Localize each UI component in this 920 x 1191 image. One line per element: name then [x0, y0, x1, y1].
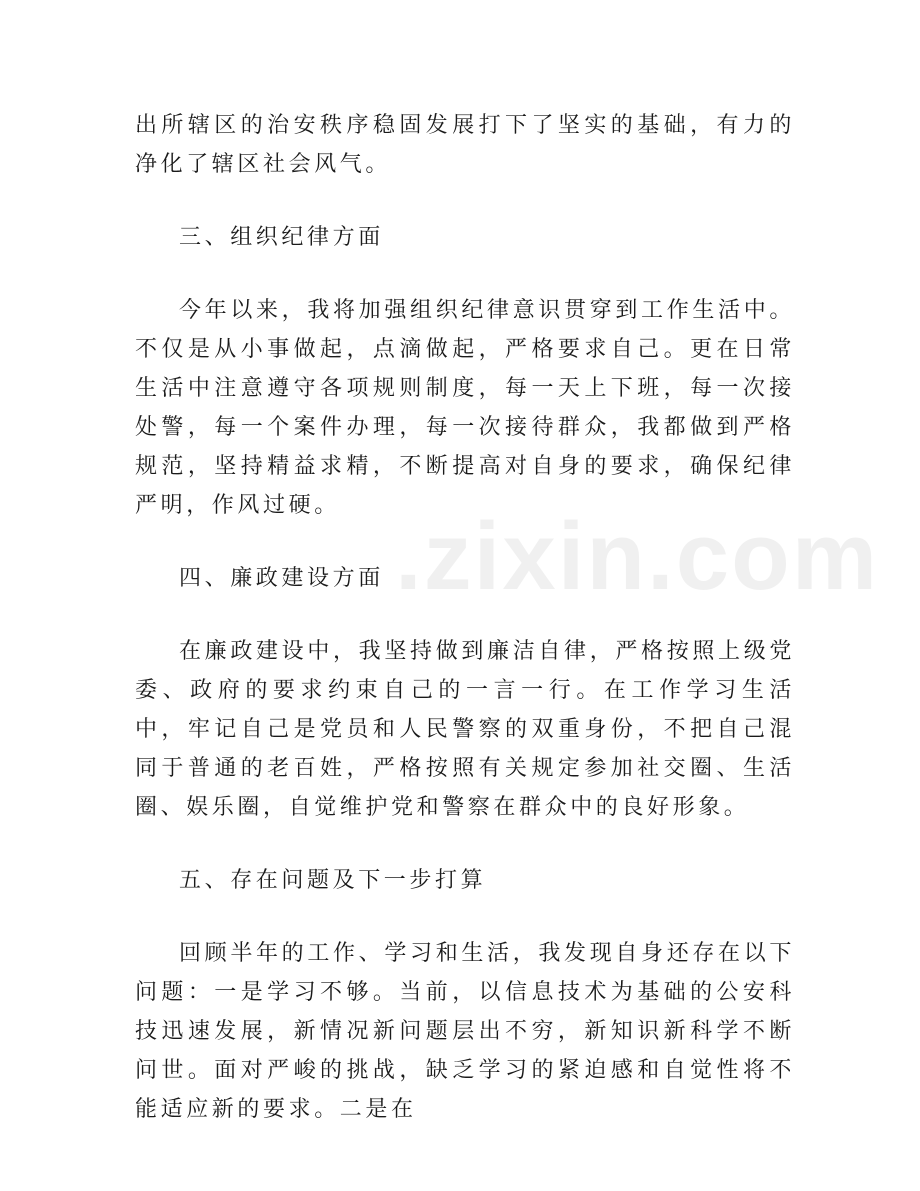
section-heading-organization-discipline: 三、组织纪律方面 [179, 225, 384, 250]
section-heading-integrity-building: 四、廉政建设方面 [179, 566, 384, 591]
paragraph-problems-and-plans: 回顾半年的工作、学习和生活，我发现自身还存在以下问题：一是学习不够。当前，以信息技术为基础的公安科技迅速发展，新情况新问题层出不穷，新知识新科学不断问世。面对严峻的挑战，缺乏学习的紧迫感和自觉性将不能适应新的要求。二是在 [135, 941, 795, 1122]
paragraph-integrity-building: 在廉政建设中，我坚持做到廉洁自律，严格按照上级党委、政府的要求约束自己的一言一行。在工作学习生活中，牢记自己是党员和人民警察的双重身份，不把自己混同于普通的老百姓，严格按照有关规定参加社交圈、生活圈、娱乐圈，自觉维护党和警察在群众中的良好形象。 [135, 639, 795, 820]
document-body [135, 106, 795, 1129]
watermark: .zixin.com [395, 503, 880, 610]
paragraph-organization-discipline: 今年以来，我将加强组织纪律意识贯穿到工作生活中。不仅是从小事做起，点滴做起，严格要求自己。更在日常生活中注意遵守各项规则制度，每一天上下班，每一次接处警，每一个案件办理，每一次接待群众，我都做到严格规范，坚持精益求精，不断提高对自身的要求，确保纪律严明，作风过硬。 [135, 298, 795, 518]
paragraph-continued: 出所辖区的治安秩序稳固发展打下了坚实的基础，有力的净化了辖区社会风气。 [135, 113, 795, 177]
section-heading-problems-and-plans: 五、存在问题及下一步打算 [179, 868, 487, 893]
